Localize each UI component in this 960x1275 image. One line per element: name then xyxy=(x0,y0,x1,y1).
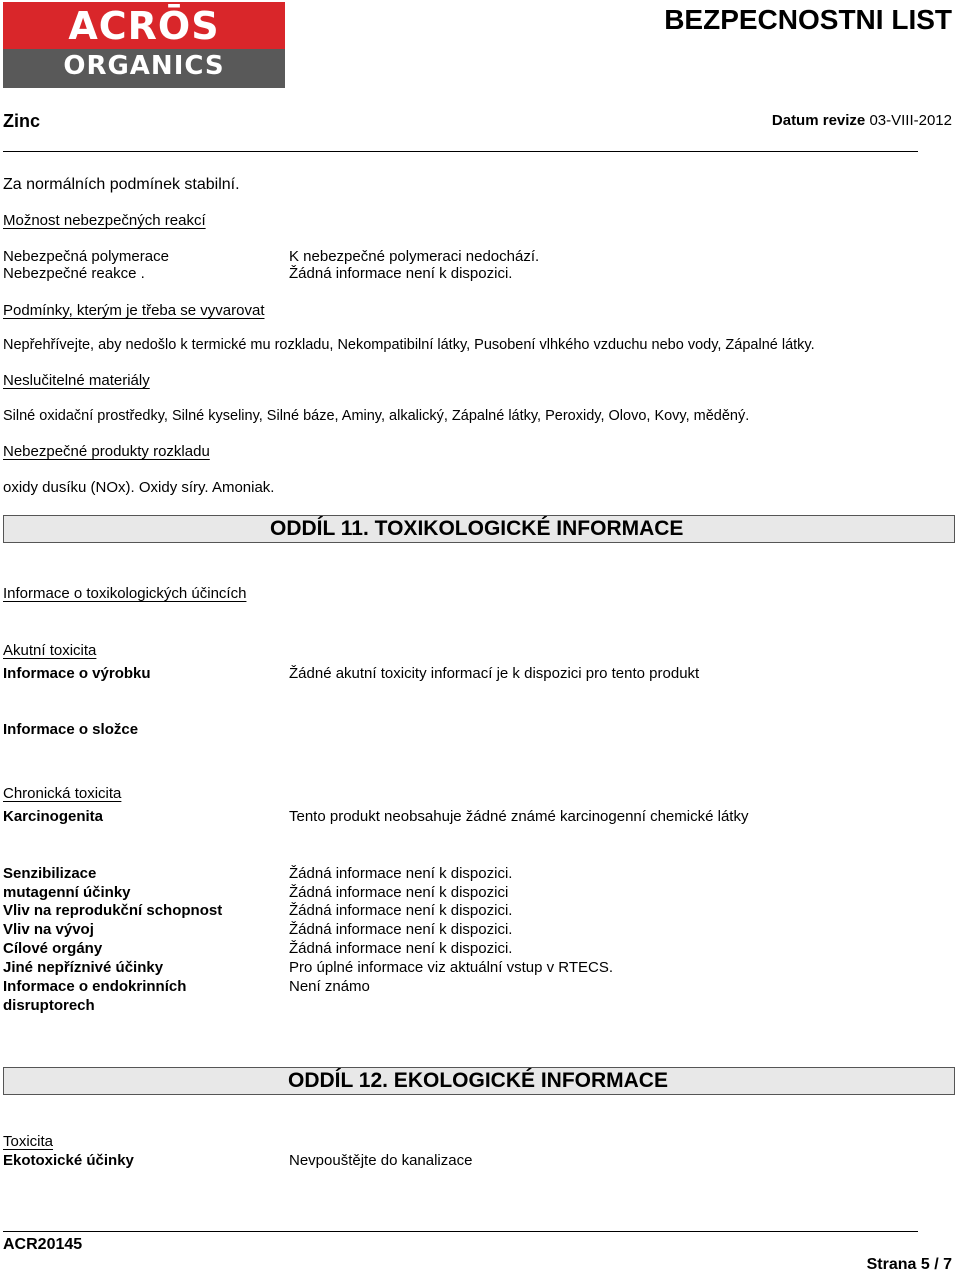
page-number: Strana 5 / 7 xyxy=(866,1256,952,1273)
effect-value: Žádná informace není k dispozici. xyxy=(289,902,513,919)
document-code: ACR20145 xyxy=(3,1236,83,1253)
logo-line2: ORGANICS xyxy=(63,51,225,81)
product-info-value: Žádné akutní toxicity informací je k dispozici pro tento produkt xyxy=(289,665,700,682)
incompatible-text: Silné oxidační prostředky, Silné kyseliny, Silné báze, Aminy, alkalický, Zápalné látky, Peroxidy, Olovo, Kovy, měděný. xyxy=(3,408,750,424)
logo-line1: ACRŌS xyxy=(68,4,220,48)
avoid-text: Nepřehřívejte, aby nedošlo k termické mu rozkladu, Nekompatibilní látky, Pusobení vlhkého vzduchu nebo vody, Zápalné látky. xyxy=(3,337,815,353)
reactions-heading: Možnost nebezpečných reakcí xyxy=(3,212,206,229)
header-rule xyxy=(3,151,918,152)
effect-value: Žádná informace není k dispozici. xyxy=(289,921,513,938)
product-name: Zinc xyxy=(3,111,41,131)
decomposition-text: oxidy dusíku (NOx). Oxidy síry. Amoniak. xyxy=(3,479,275,496)
avoid-heading: Podmínky, kterým je třeba se vyvarovat xyxy=(3,302,265,319)
revision-value: 03-VIII-2012 xyxy=(869,112,952,129)
effect-label: Vliv na reprodukční schopnost xyxy=(3,902,223,919)
effect-label: Jiné nepříznivé účinky xyxy=(3,959,164,976)
product-info-label: Informace o výrobku xyxy=(3,665,151,682)
effect-label: Senzibilizace xyxy=(3,865,97,882)
ecotoxic-label: Ekotoxické účinky xyxy=(3,1152,134,1169)
section-11-title: ODDÍL 11. TOXIKOLOGICKÉ INFORMACE xyxy=(270,517,684,540)
acute-toxicity-heading: Akutní toxicita xyxy=(3,642,97,659)
hazardous-reactions-value: Žádná informace není k dispozici. xyxy=(289,265,513,282)
hazardous-reactions-label: Nebezpečné reakce . xyxy=(3,265,145,282)
section-12-bar xyxy=(3,1067,955,1095)
effect-value: Žádná informace není k dispozici. xyxy=(289,940,513,957)
effect-value: Žádná informace není k dispozici. xyxy=(289,865,513,882)
chronic-toxicity-heading: Chronická toxicita xyxy=(3,785,122,802)
effect-label: mutagenní účinky xyxy=(3,884,131,901)
revision-label: Datum revize xyxy=(771,112,866,129)
effect-label: Informace o endokrinních xyxy=(3,978,187,995)
carcinogenicity-value: Tento produkt neobsahuje žádné známé karcinogenní chemické látky xyxy=(289,808,749,825)
effect-value: Žádná informace není k dispozici xyxy=(289,884,509,901)
effect-value: Pro úplné informace viz aktuální vstup v RTECS. xyxy=(289,959,614,976)
effect-label: Vliv na vývoj xyxy=(3,921,94,938)
carcinogenicity-label: Karcinogenita xyxy=(3,808,104,825)
acros-organics-logo xyxy=(3,2,285,88)
section-12-title: ODDÍL 12. EKOLOGICKÉ INFORMACE xyxy=(288,1069,668,1092)
effect-label: Cílové orgány xyxy=(3,940,103,957)
toxicity-heading: Toxicita xyxy=(3,1133,54,1150)
footer-rule xyxy=(3,1231,918,1232)
polymerization-value: K nebezpečné polymeraci nedochází. xyxy=(289,248,540,265)
effect-label-continued: disruptorech xyxy=(3,997,95,1014)
stability-text: Za normálních podmínek stabilní. xyxy=(3,176,240,193)
ecotoxic-value: Nevpouštějte do kanalizace xyxy=(289,1152,473,1169)
composition-info-label: Informace o složce xyxy=(3,721,139,738)
document-title: BEZPECNOSTNI LIST xyxy=(664,4,952,35)
effect-value: Není známo xyxy=(289,978,370,995)
toxicological-info-heading: Informace o toxikologických účincích xyxy=(3,585,247,602)
polymerization-label: Nebezpečná polymerace xyxy=(3,248,169,265)
revision-date xyxy=(772,112,952,129)
section-11-bar xyxy=(3,515,955,543)
decomposition-heading: Nebezpečné produkty rozkladu xyxy=(3,443,210,460)
incompatible-heading: Neslučitelné materiály xyxy=(3,372,150,389)
